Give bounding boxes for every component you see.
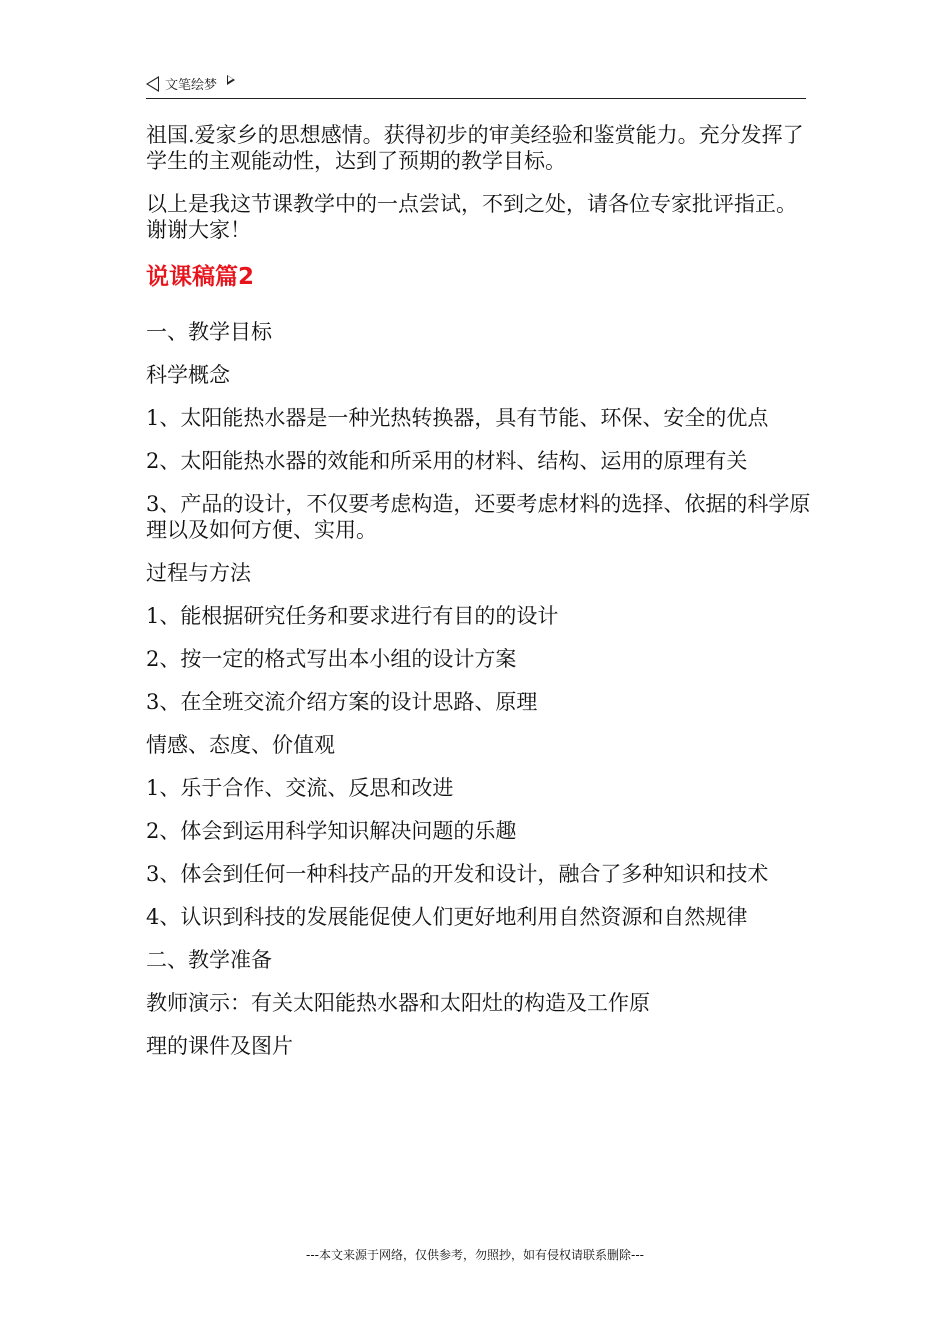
list-item: 1、能根据研究任务和要求进行有目的的设计 (146, 604, 559, 628)
list-item: 3、产品的设计，不仅要考虑构造，还要考虑材料的选择、依据的科学原理以及如何方便、实用。 (146, 492, 811, 542)
document-body (146, 122, 811, 1076)
list-item: 1、乐于合作、交流、反思和改进 (146, 776, 454, 800)
list-item: 2、太阳能热水器的效能和所采用的材料、结构、运用的原理有关 (146, 449, 748, 473)
brand-text: 文笔绘梦 (165, 78, 218, 93)
subsection-title: 情感、态度、价值观 (146, 733, 335, 757)
subsection-title: 科学概念 (146, 363, 230, 387)
subsection-title: 过程与方法 (146, 561, 251, 585)
paragraph: 理的课件及图片 (146, 1034, 293, 1058)
paragraph: 教师演示：有关太阳能热水器和太阳灶的构造及工作原 (146, 991, 650, 1015)
triangle-right-icon (227, 75, 235, 85)
section-title: 一、教学目标 (146, 320, 272, 344)
section-title: 二、教学准备 (146, 948, 272, 972)
footer-disclaimer: ---本文来源于网络，仅供参考，勿照抄，如有侵权请联系删除--- (306, 1248, 644, 1262)
list-item: 3、在全班交流介绍方案的设计思路、原理 (146, 690, 538, 714)
list-item: 2、按一定的格式写出本小组的设计方案 (146, 647, 517, 671)
list-item: 3、体会到任何一种科技产品的开发和设计，融合了多种知识和技术 (146, 862, 769, 886)
section-heading: 说课稿篇2 (146, 264, 255, 290)
list-item: 1、太阳能热水器是一种光热转换器，具有节能、环保、安全的优点 (146, 406, 769, 430)
paragraph: 祖国.爱家乡的思想感情。获得初步的审美经验和鉴赏能力。充分发挥了学生的主观能动性，达到了预期的教学目标。 (146, 123, 804, 173)
paragraph: 以上是我这节课教学中的一点尝试，不到之处，请各位专家批评指正。谢谢大家！ (146, 192, 797, 242)
list-item: 4、认识到科技的发展能促使人们更好地利用自然资源和自然规律 (146, 905, 748, 929)
triangle-left-icon (146, 76, 159, 92)
list-item: 2、体会到运用科学知识解决问题的乐趣 (146, 819, 517, 843)
page-header (146, 72, 806, 99)
header-brand (146, 74, 235, 93)
